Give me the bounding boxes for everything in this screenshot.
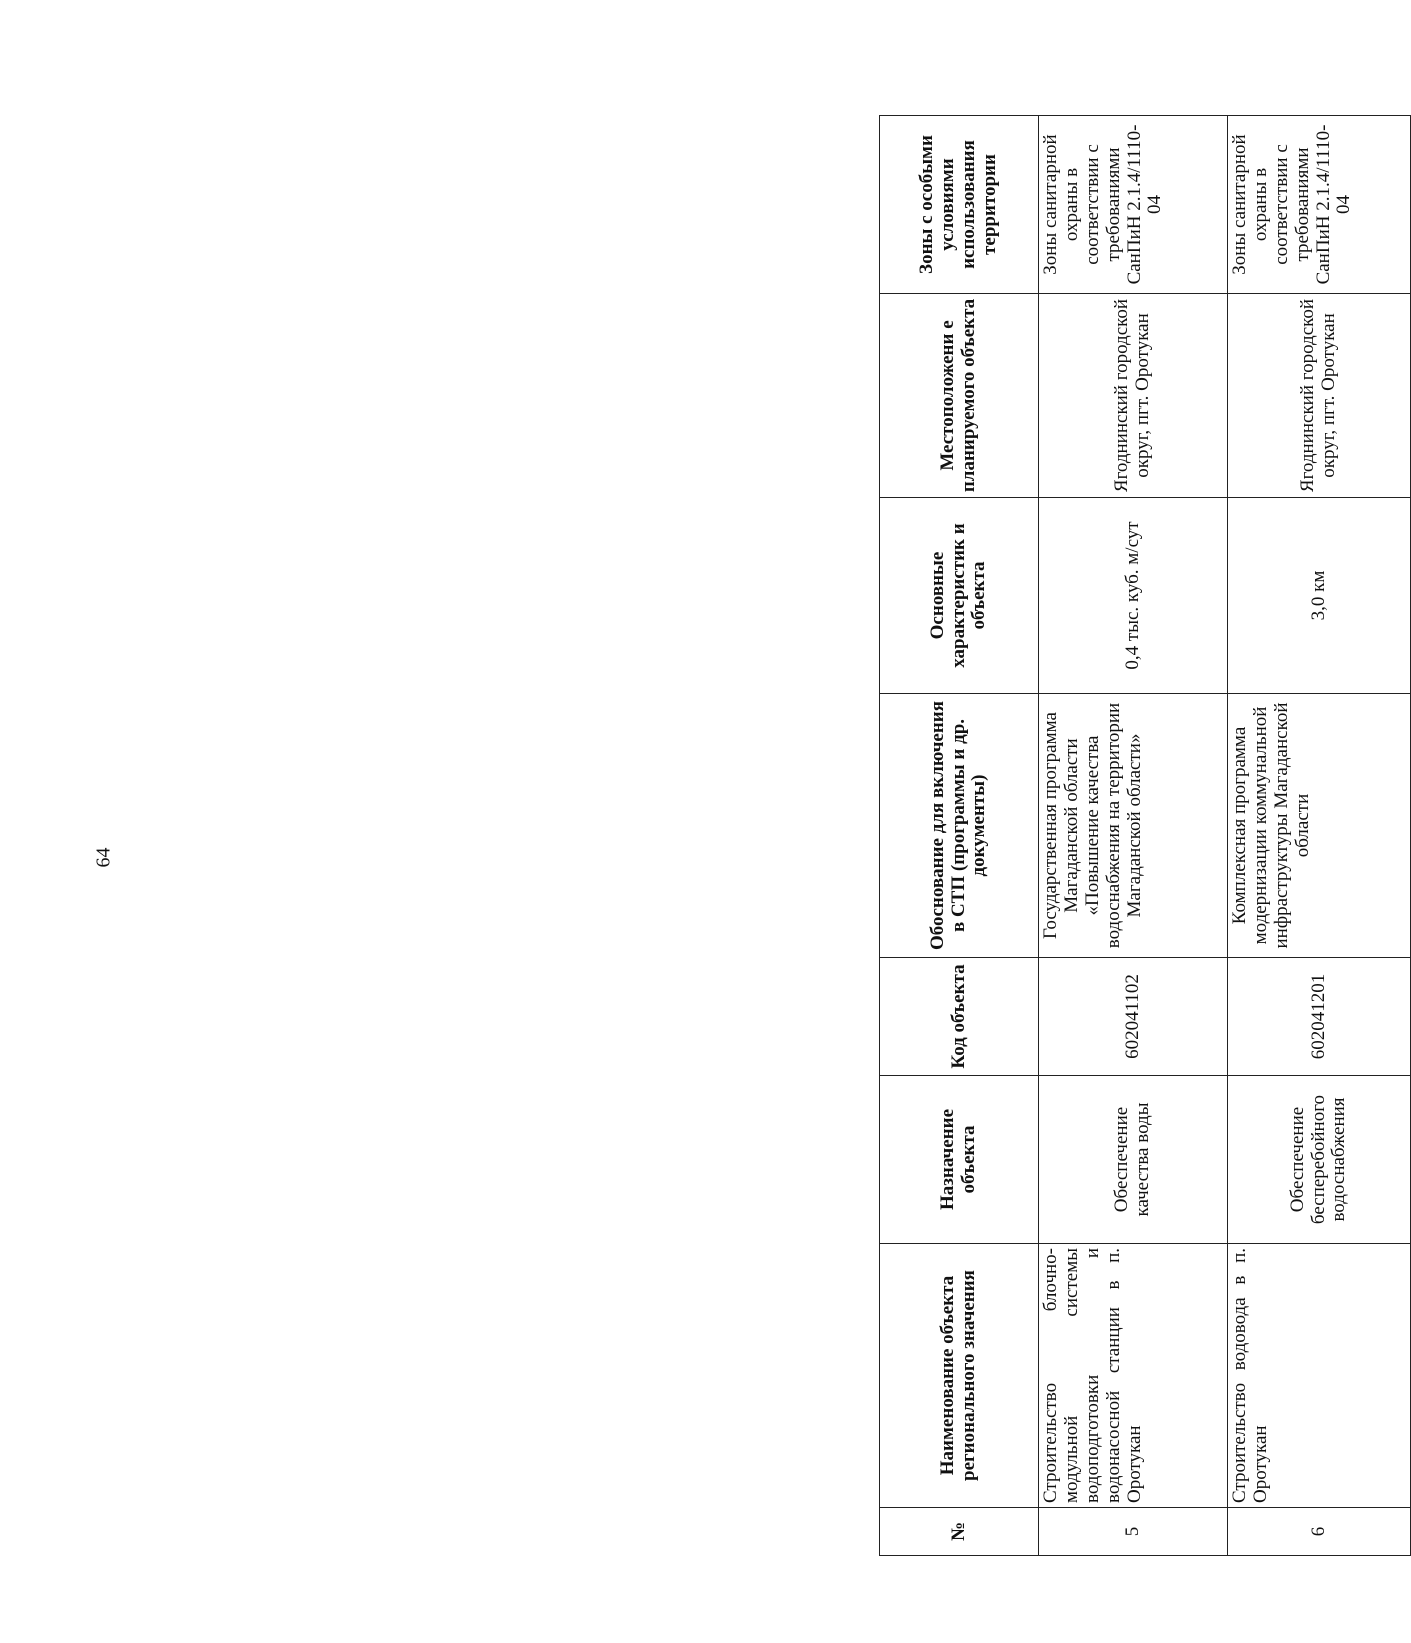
code-cell: 602041102 [1039, 958, 1228, 1076]
object-name-cell: Строительство блочно-модульной системы водоподготовки и водонасосной станции в п. Оротукан [1039, 1244, 1228, 1508]
basis-cell: Государственная программа Магаданской области «Повышение качества водоснабжения на территории Магаданской области» [1039, 694, 1228, 958]
zones-cell: Зоны санитарной охраны в соответствии с требованиями СанПиН 2.1.4/1110-04 [1228, 116, 1411, 294]
location-cell: Ягоднинский городской округ, пгт. Оротукан [1228, 294, 1411, 498]
object-name-cell: Строительство водовода в п. Оротукан [1228, 1244, 1411, 1508]
header-basis: Обоснование для включения в СТП (программы и др. документы) [880, 694, 1039, 958]
row-number: 6 [1228, 1508, 1411, 1556]
row-number: 5 [1039, 1508, 1228, 1556]
header-number: № [880, 1508, 1039, 1556]
table-row [1039, 116, 1228, 1556]
header-object-name: Наименование объекта регионального значения [880, 1244, 1039, 1508]
objects-table [879, 115, 1411, 1556]
header-characteristics: Основные характеристик и объекта [880, 498, 1039, 694]
characteristics-cell: 0,4 тыс. куб. м/сут [1039, 498, 1228, 694]
page-number: 64 [92, 847, 115, 868]
header-code: Код объекта [880, 958, 1039, 1076]
header-purpose: Назначение объекта [880, 1076, 1039, 1244]
basis-cell: Комплексная программа модернизации коммунальной инфраструктуры Магаданской области [1228, 694, 1411, 958]
table-header-row [880, 116, 1039, 1556]
header-location: Местоположени е планируемого объекта [880, 294, 1039, 498]
characteristics-cell: 3,0 км [1228, 498, 1411, 694]
header-zones: Зоны с особыми условиями использования территории [880, 116, 1039, 294]
table-frame [879, 116, 1401, 1556]
purpose-cell: Обеспечение качества воды [1039, 1076, 1228, 1244]
code-cell: 602041201 [1228, 958, 1411, 1076]
purpose-cell: Обеспечение бесперебойного водоснабжения [1228, 1076, 1411, 1244]
zones-cell: Зоны санитарной охраны в соответствии с требованиями СанПиН 2.1.4/1110-04 [1039, 116, 1228, 294]
table-row [1228, 116, 1411, 1556]
location-cell: Ягоднинский городской округ, пгт. Оротукан [1039, 294, 1228, 498]
